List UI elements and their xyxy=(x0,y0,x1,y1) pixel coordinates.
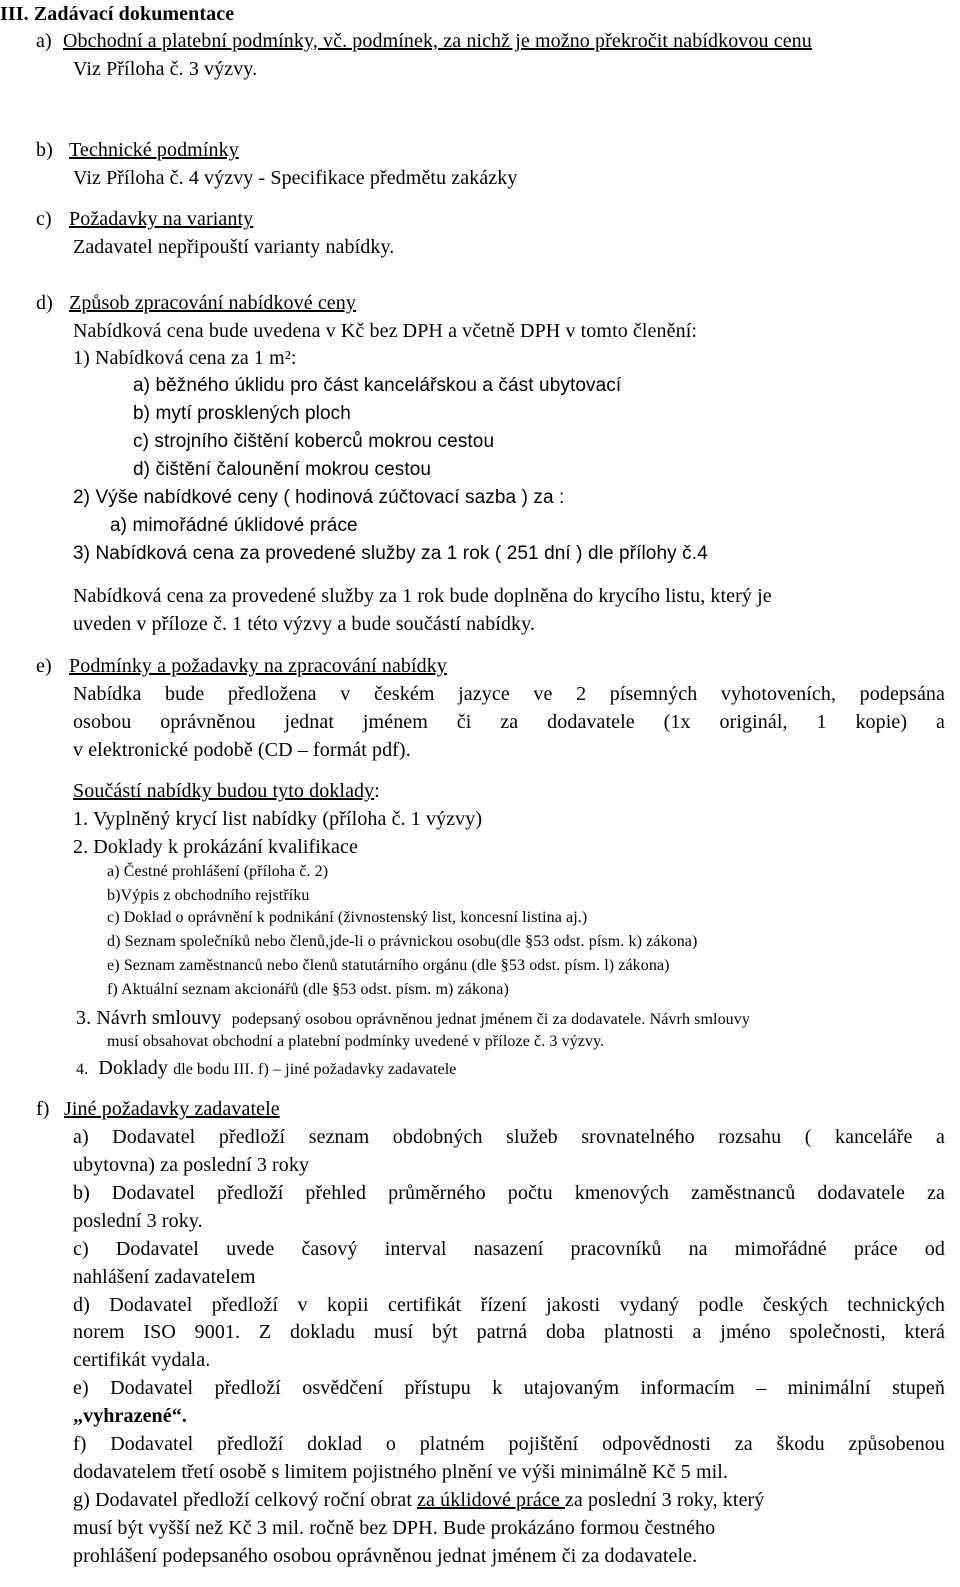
item-ff-2: dodavatelem třetí osobě s limitem pojistného plnění ve výši minimálně Kč 5 mil. xyxy=(73,1461,729,1483)
item-fe-2: „vyhrazené“. xyxy=(73,1405,187,1427)
item-fb-1: b) Dodavatel předloží přehled průměrného počtu kmenových zaměstnanců dodavatele za xyxy=(73,1182,945,1204)
doc-3-rest: podepsaný osobou oprávněnou jednat jménem či za dodavatele. Návrh smlouvy xyxy=(231,1011,750,1028)
docs-heading: Součástí nabídky budou tyto doklady xyxy=(73,780,375,802)
item-d-1b: b) mytí prosklených ploch xyxy=(133,403,351,424)
doc-4-num: 4. xyxy=(76,1061,89,1078)
docs-heading-row xyxy=(73,779,380,803)
doc-4-rest: dle bodu III. f) – jiné požadavky zadavatele xyxy=(173,1061,457,1078)
item-fg-1a: g) Dodavatel předloží celkový roční obrat xyxy=(73,1489,418,1511)
item-fc-2: nahlášení zadavatelem xyxy=(73,1266,256,1288)
item-a-text: Viz Příloha č. 3 výzvy. xyxy=(73,58,258,80)
doc-2a: a) Čestné prohlášení (příloha č. 2) xyxy=(107,863,329,880)
item-d-note-1: Nabídková cena za provedené služby za 1 rok bude doplněna do krycího listu, který je xyxy=(73,585,772,607)
item-e-label: e) xyxy=(36,655,52,677)
item-d-1: 1) Nabídková cena za 1 m²: xyxy=(73,347,297,369)
item-d-1a: a) běžného úklidu pro část kancelářskou a část ubytovací xyxy=(133,375,622,396)
item-d-1d: d) čištění čalounění mokrou cestou xyxy=(133,459,432,480)
section-title: III. Zadávací dokumentace xyxy=(0,3,235,25)
item-ff-1: f) Dodavatel předloží doklad o platném pojištění odpovědnosti za škodu způsobenou xyxy=(73,1433,945,1455)
doc-2d: d) Seznam společníků nebo členů,jde-li o právnickou osobu(dle §53 odst. písm. k) zákona) xyxy=(107,933,698,950)
item-fg-1 xyxy=(73,1488,764,1512)
item-d-1c: c) strojního čištění koberců mokrou cestou xyxy=(133,431,495,452)
item-c-text: Zadavatel nepřipouští varianty nabídky. xyxy=(73,236,395,258)
doc-3-num: 3. xyxy=(76,1007,92,1029)
item-a-label: a) xyxy=(36,30,52,52)
item-fg-2: musí být vyšší než Kč 3 mil. ročně bez DPH. Bude prokázáno formou čestného xyxy=(73,1517,716,1539)
doc-4-row xyxy=(76,1056,456,1080)
item-b-text: Viz Příloha č. 4 výzvy - Specifikace předmětu zakázky xyxy=(73,167,518,189)
doc-2c: c) Doklad o oprávnění k podnikání (živnostenský list, koncesní listina aj.) xyxy=(107,909,588,926)
item-d-intro: Nabídková cena bude uvedena v Kč bez DPH a včetně DPH v tomto členění: xyxy=(73,320,698,342)
item-f-heading: Jiné požadavky zadavatele xyxy=(64,1098,280,1120)
item-fa-2: ubytovna) za poslední 3 roky xyxy=(73,1154,310,1176)
doc-3-title: Návrh smlouvy xyxy=(96,1007,222,1029)
doc-1: 1. Vyplněný krycí list nabídky (příloha č. 1 výzvy) xyxy=(73,808,483,830)
item-f-label: f) xyxy=(36,1098,50,1120)
item-fb-2: poslední 3 roky. xyxy=(73,1210,203,1232)
item-b-heading: Technické podmínky xyxy=(69,139,239,161)
item-fe-1: e) Dodavatel předloží osvědčení přístupu k utajovaným informacím – minimální stupeň xyxy=(73,1377,945,1399)
item-e-para-2: osobou oprávněnou jednat jménem či za dodavatele (1x originál, 1 kopie) a xyxy=(73,711,945,733)
item-d-2a: a) mimořádné úklidové práce xyxy=(110,515,358,536)
item-a-heading: Obchodní a platební podmínky, vč. podmínek, za nichž je možno překročit nabídkovou cenu xyxy=(63,30,812,52)
item-d-heading: Způsob zpracování nabídkové ceny xyxy=(69,292,356,314)
doc-2b: b)Výpis z obchodního rejstříku xyxy=(107,887,310,904)
item-fg-1b: za poslední 3 roky, který xyxy=(564,1489,765,1511)
item-d-3: 3) Nabídková cena za provedené služby za 1 rok ( 251 dní ) dle přílohy č.4 xyxy=(73,543,708,564)
item-fc-1: c) Dodavatel uvede časový interval nasazení pracovníků na mimořádné práce od xyxy=(73,1238,945,1260)
item-fg-3: prohlášení podepsaného osobou oprávněnou jednat jménem či za dodavatele. xyxy=(73,1545,698,1567)
item-c-label: c) xyxy=(36,208,52,230)
doc-4-title: Doklady xyxy=(98,1057,168,1079)
item-d-2: 2) Výše nabídkové ceny ( hodinová zúčtovací sazba ) za : xyxy=(73,487,565,508)
item-fg-1u: za úklidové práce xyxy=(417,1489,565,1511)
doc-3-line-2: musí obsahovat obchodní a platební podmínky uvedené v příloze č. 3 výzvy. xyxy=(107,1033,605,1050)
doc-2f: f) Aktuální seznam akcionářů (dle §53 odst. písm. m) zákona) xyxy=(107,981,509,998)
doc-3-row xyxy=(76,1006,750,1030)
item-e-para-1: Nabídka bude předložena v českém jazyce ve 2 písemných vyhotoveních, podepsána xyxy=(73,683,945,705)
item-e-para-3: v elektronické podobě (CD – formát pdf). xyxy=(73,739,411,761)
item-fd-1: d) Dodavatel předloží v kopii certifikát řízení jakosti vydaný podle českých technických xyxy=(73,1294,945,1316)
doc-2e: e) Seznam zaměstnanců nebo členů statutárního orgánu (dle §53 odst. písm. l) zákona) xyxy=(107,957,670,974)
item-d-label: d) xyxy=(36,292,53,314)
item-e-heading: Podmínky a požadavky na zpracování nabídky xyxy=(69,655,447,677)
doc-2: 2. Doklady k prokázání kvalifikace xyxy=(73,836,358,858)
docs-heading-colon: : xyxy=(374,780,380,802)
item-d-note-2: uveden v příloze č. 1 této výzvy a bude součástí nabídky. xyxy=(73,613,536,635)
item-fa-1: a) Dodavatel předloží seznam obdobných služeb srovnatelného rozsahu ( kanceláře a xyxy=(73,1126,945,1148)
item-b-label: b) xyxy=(36,139,53,161)
item-c-heading: Požadavky na varianty xyxy=(69,208,254,230)
item-fd-3: certifikát vydala. xyxy=(73,1349,211,1371)
item-fd-2: norem ISO 9001. Z dokladu musí být patrná doba platnosti a jméno společnosti, která xyxy=(73,1321,945,1343)
